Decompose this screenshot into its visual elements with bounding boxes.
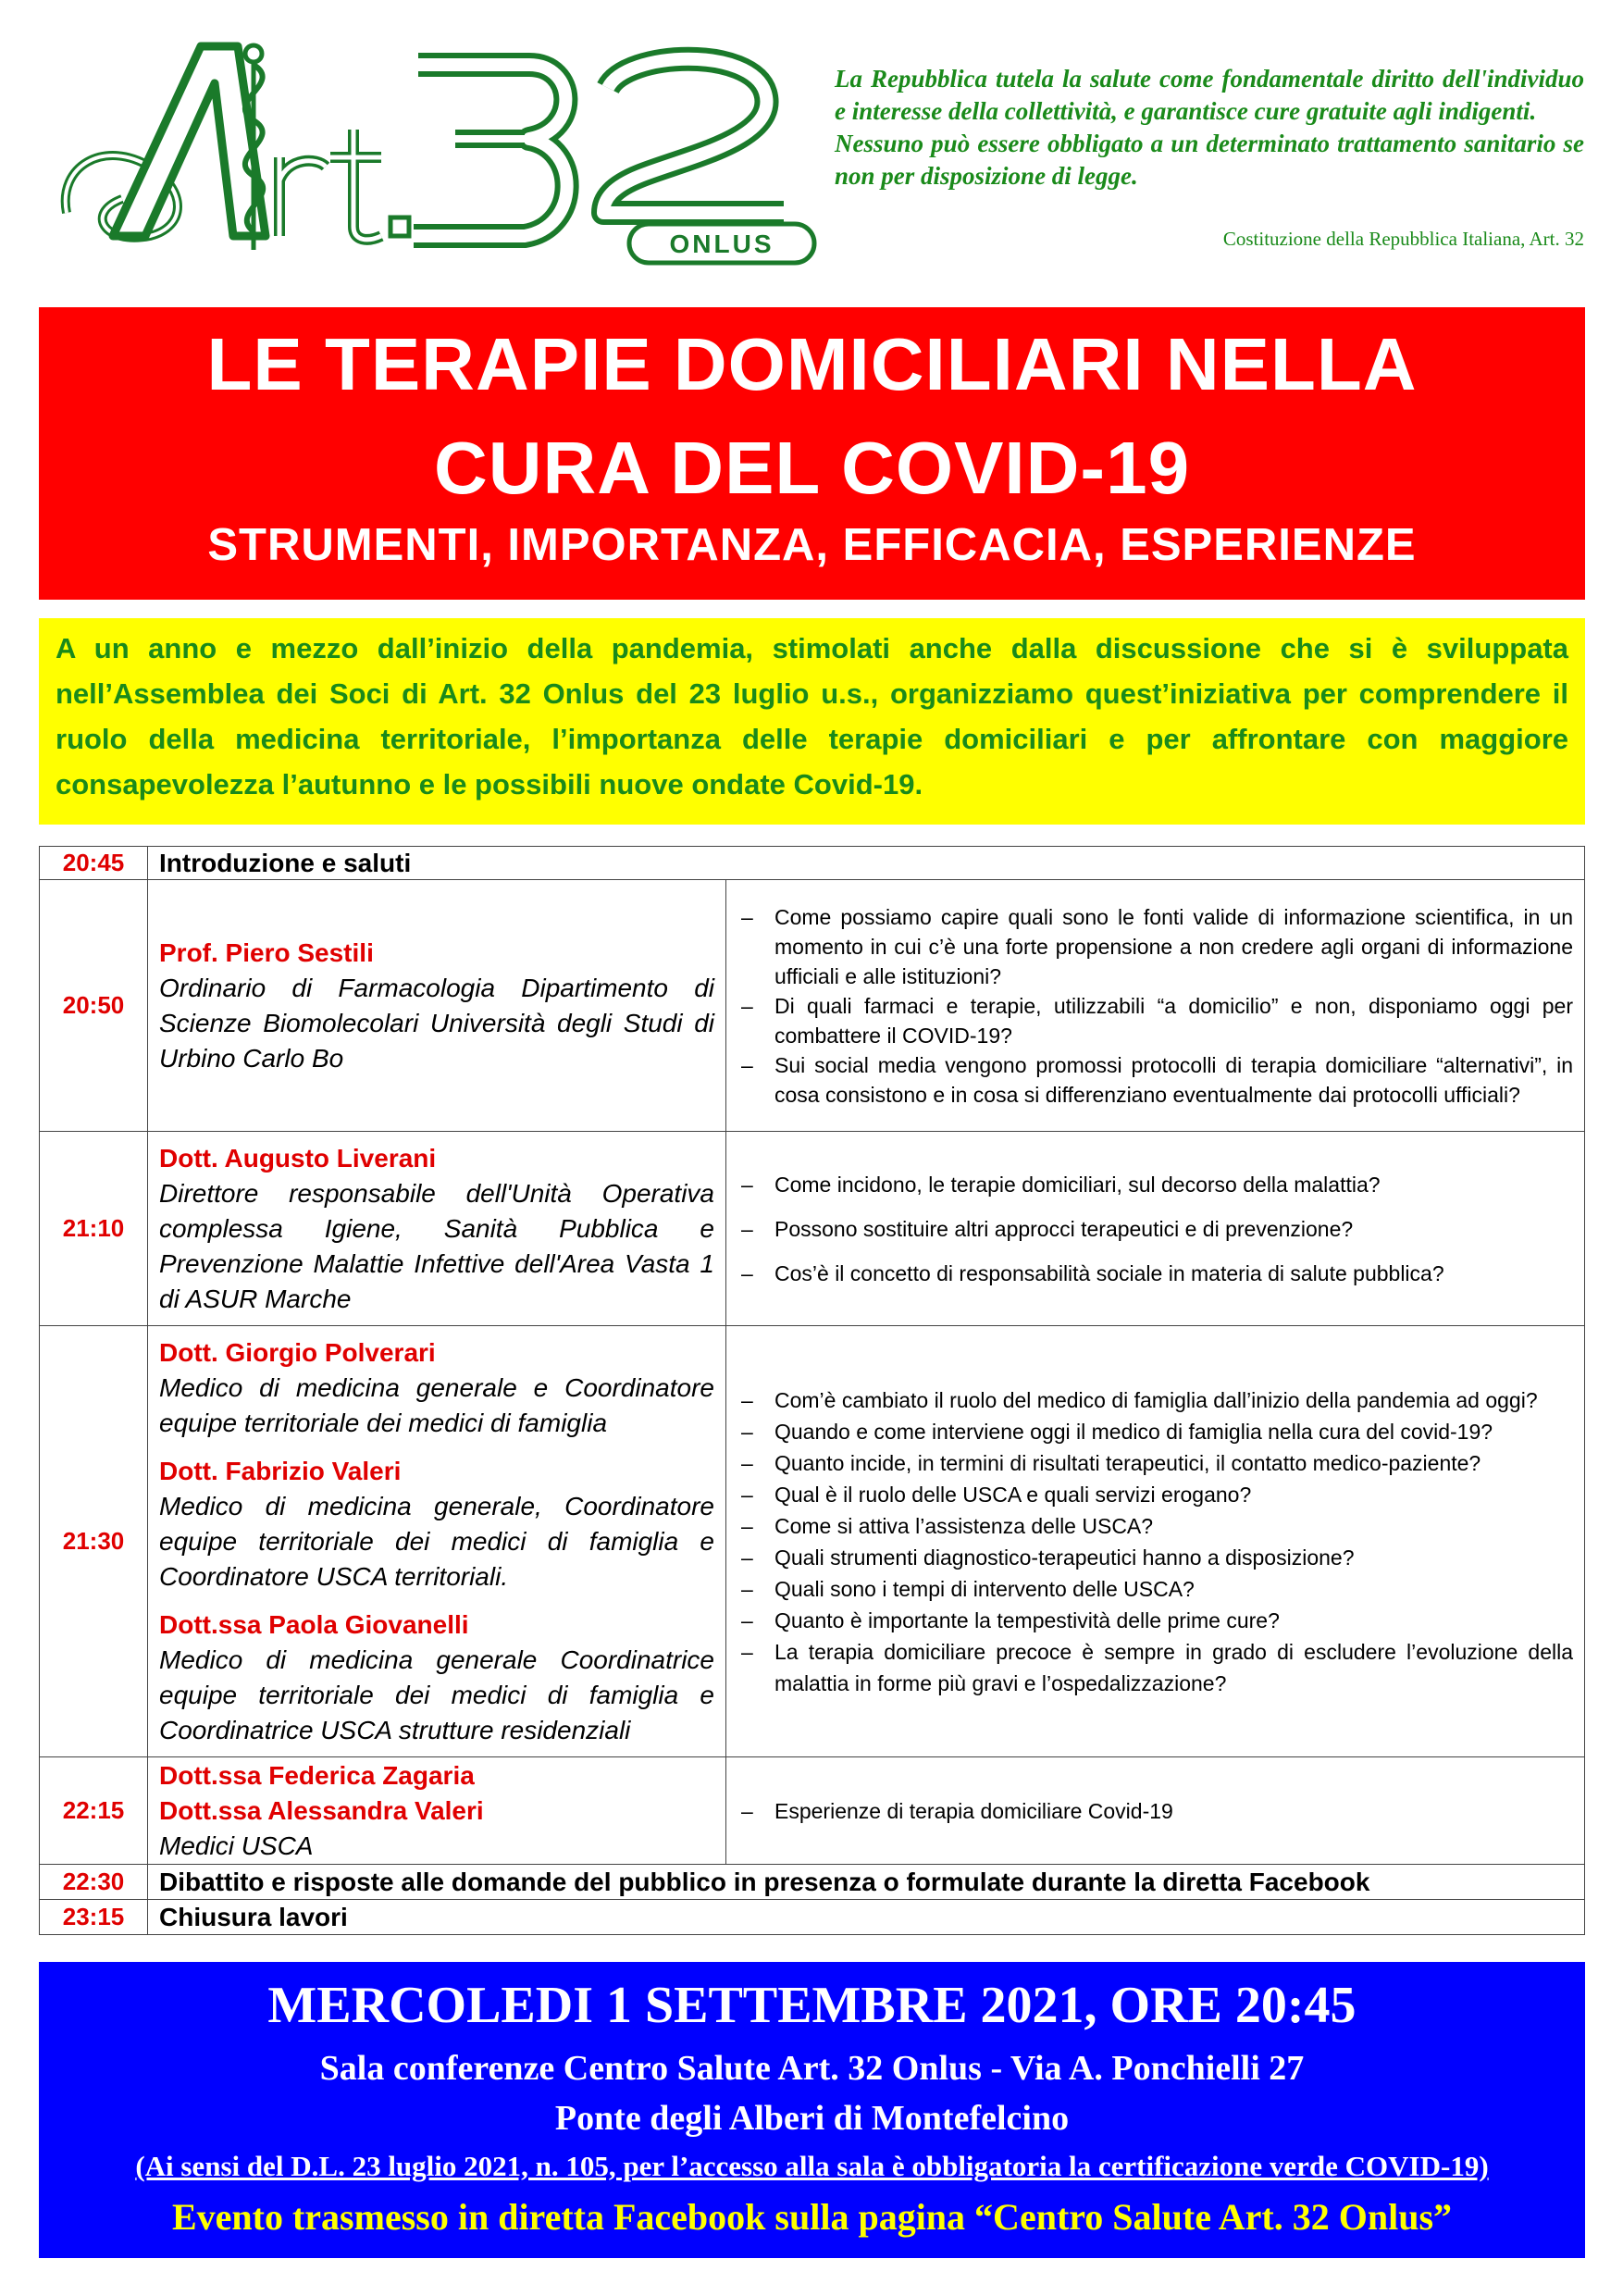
- question-item: – Cos’è il concetto di responsabilità sociale in materia di salute pubblica?: [737, 1251, 1573, 1296]
- question-item: – La terapia domiciliare precoce è sempre in grado di escludere l’evoluzione della malattia in forme più gravi e l’ospedalizzazione?: [737, 1636, 1573, 1699]
- speaker-name: Dott.ssa Alessandra Valeri: [159, 1795, 484, 1825]
- schedule-table: [39, 846, 1585, 1935]
- schedule-row: [40, 847, 1585, 880]
- speaker-role: Medico di medicina generale Coordinatrice equipe territoriale dei medici di famiglia e Coordinatrice USCA strutture residenziali: [159, 1644, 714, 1744]
- logo-onlus-text: ONLUS: [669, 230, 774, 258]
- constitution-quote: [835, 63, 1584, 192]
- schedule-time: 22:30: [40, 1865, 148, 1900]
- intro-paragraph: A un anno e mezzo dall’inizio della pandemia, stimolati anche dalla discussione che si è sviluppata nell’Assemblea dei Soci di Art. 32 Onlus del 23 luglio u.s., organizziamo quest’iniziativa per comprendere il ruolo della medicina territoriale, l’importanza delle terapie domiciliari e per affrontare con maggiore consapevolezza l’autunno e le possibili nuove ondate Covid-19.: [39, 618, 1585, 825]
- speaker-role: Medico di medicina generale, Coordinatore equipe territoriale dei medici di famiglia e Coordinatore USCA territoriali.: [159, 1491, 714, 1591]
- quote-line-2: Nessuno può essere obbligato a un determinato trattamento sanitario se non per disposizione di legge.: [835, 130, 1584, 190]
- schedule-row: [40, 1757, 1585, 1865]
- schedule-row: [40, 1865, 1585, 1900]
- schedule-row: [40, 1326, 1585, 1757]
- question-item: – Quanto è importante la tempestività delle prime cure?: [737, 1605, 1573, 1636]
- speaker-cell: [148, 880, 726, 1132]
- question-item: – Qual è il ruolo delle USCA e quali servizi erogano?: [737, 1479, 1573, 1510]
- speaker-name: Dott. Fabrizio Valeri: [159, 1456, 402, 1485]
- speaker-role: Direttore responsabile dell'Unità Operativa complessa Igiene, Sanità Pubblica e Prevenzione Malattie Infettive dell'Area Vasta 1 di ASUR Marche: [159, 1178, 714, 1313]
- schedule-text: Chiusura lavori: [148, 1900, 1585, 1935]
- schedule-time: 22:15: [40, 1757, 148, 1865]
- schedule-text: Introduzione e saluti: [148, 847, 1585, 880]
- questions-cell: [726, 880, 1585, 1132]
- title-banner: [39, 307, 1585, 600]
- title-line-1: LE TERAPIE DOMICILIARI NELLA: [206, 323, 1418, 405]
- subtitle: STRUMENTI, IMPORTANZA, EFFICACIA, ESPERIENZE: [207, 520, 1417, 570]
- question-item: – Quali strumenti diagnostico-terapeutici hanno a disposizione?: [737, 1542, 1573, 1573]
- schedule-time: 23:15: [40, 1900, 148, 1935]
- art32-logo: [48, 28, 825, 268]
- event-note: (Ai sensi del D.L. 23 luglio 2021, n. 105, per l’accesso alla sala è obbligatoria la certificazione verde COVID-19): [135, 2150, 1489, 2182]
- speaker-name: Dott.ssa Paola Giovanelli: [159, 1609, 469, 1639]
- schedule-row: [40, 880, 1585, 1132]
- question-item: – Come possiamo capire quali sono le fonti valide di informazione scientifica, in un momento in cui c’è una forte propensione a non credere agli organi di informazione ufficiali e alle istituzioni?: [737, 902, 1573, 991]
- event-banner: [39, 1962, 1585, 2258]
- question-item: – Quanto incide, in termini di risultati terapeutici, il contatto medico-paziente?: [737, 1447, 1573, 1479]
- questions-cell: [726, 1132, 1585, 1326]
- question-item: – Com’è cambiato il ruolo del medico di famiglia dall’inizio della pandemia ad oggi?: [737, 1384, 1573, 1416]
- question-item: – Come incidono, le terapie domiciliari, sul decorso della malattia?: [737, 1162, 1573, 1207]
- event-date: MERCOLEDI 1 SETTEMBRE 2021, ORE 20:45: [267, 1977, 1357, 2034]
- question-item: – Quando e come interviene oggi il medico di famiglia nella cura del covid-19?: [737, 1416, 1573, 1447]
- speaker-name: Dott. Giorgio Polverari: [159, 1337, 436, 1367]
- header: [48, 28, 1584, 278]
- question-item: – Possono sostituire altri approcci terapeutici e di prevenzione?: [737, 1207, 1573, 1251]
- title-line-2: CURA DEL COVID-19: [433, 427, 1191, 509]
- question-item: – Come si attiva l’assistenza delle USCA?: [737, 1510, 1573, 1542]
- event-place-1: Sala conferenze Centro Salute Art. 32 Onlus - Via A. Ponchielli 27: [319, 2049, 1305, 2088]
- quote-source: Costituzione della Repubblica Italiana, Art. 32: [1222, 228, 1584, 250]
- schedule-text: Dibattito e risposte alle domande del pubblico in presenza o formulate durante la diretta Facebook: [148, 1865, 1585, 1900]
- speaker-name: Dott. Augusto Liverani: [159, 1143, 437, 1173]
- schedule-row: [40, 1900, 1585, 1935]
- questions-cell: [726, 1326, 1585, 1757]
- speaker-role: Medico di medicina generale e Coordinatore equipe territoriale dei medici di famiglia: [159, 1372, 714, 1437]
- speaker-name: Dott.ssa Federica Zagaria: [159, 1760, 475, 1790]
- quote-line-1: La Repubblica tutela la salute come fondamentale diritto dell'individuo e interesse della collettività, e garantisce cure gratuite agli indigenti.: [835, 65, 1584, 125]
- schedule-time: 21:30: [40, 1326, 148, 1757]
- speaker-role: Ordinario di Farmacologia Dipartimento di Scienze Biomolecolari Università degli Studi di Urbino Carlo Bo: [159, 973, 714, 1073]
- schedule-row: [40, 1132, 1585, 1326]
- schedule-time: 20:50: [40, 880, 148, 1132]
- speaker-cell: [148, 1757, 726, 1865]
- question-item: – Sui social media vengono promossi protocolli di terapia domiciliare “alternativi”, in cosa consistono e in cosa si differenziano eventualmente dai protocolli ufficiali?: [737, 1050, 1573, 1110]
- schedule-time: 20:45: [40, 847, 148, 880]
- event-streaming: Evento trasmesso in diretta Facebook sulla pagina “Centro Salute Art. 32 Onlus”: [171, 2196, 1453, 2238]
- questions-cell: [726, 1757, 1585, 1865]
- speaker-cell: [148, 1326, 726, 1757]
- question-item: – Esperienze di terapia domiciliare Covid-19: [737, 1796, 1573, 1826]
- speaker-name: Prof. Piero Sestili: [159, 937, 374, 967]
- question-item: – Quali sono i tempi di intervento delle USCA?: [737, 1573, 1573, 1605]
- speaker-cell: [148, 1132, 726, 1326]
- speaker-role: Medici USCA: [159, 1831, 314, 1860]
- schedule-time: 21:10: [40, 1132, 148, 1326]
- event-place-2: Ponte degli Alberi di Montefelcino: [554, 2099, 1070, 2138]
- question-item: – Di quali farmaci e terapie, utilizzabili “a domicilio” e non, disponiamo oggi per combattere il COVID-19?: [737, 991, 1573, 1050]
